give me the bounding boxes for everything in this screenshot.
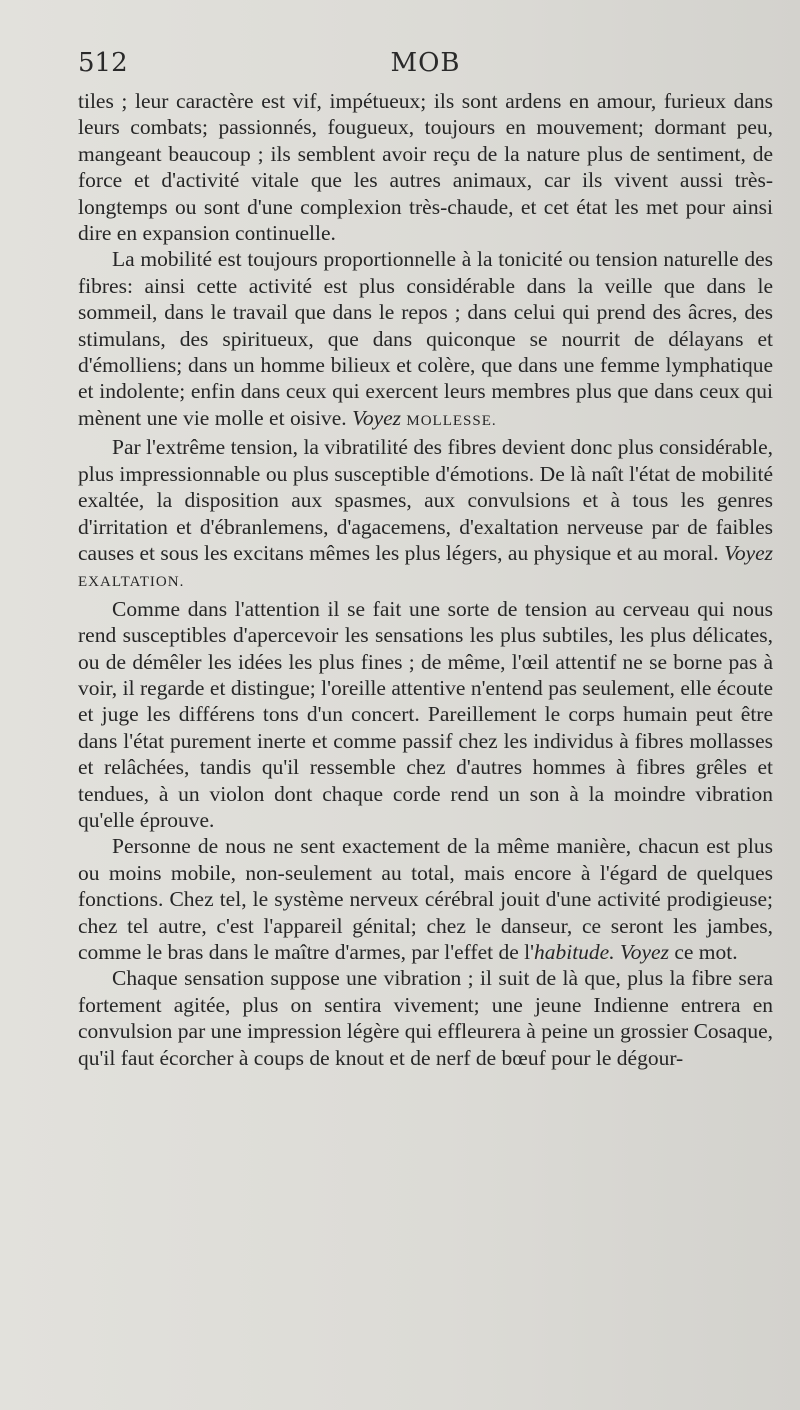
paragraph-4-text: Comme dans l'attention il se fait une sorte de tension au cerveau qui nous rend susceptibles d'apercevoir les sensations les plus subtiles, les plus délicates, ou de démêler les idées les plus fines ; de même, l'œil attentif ne se borne pas à voir, il regarde et distingue; l'oreille attentive n'entend pas seulement, elle écoute et juge les différens tons d'un concert. Pareillement le corps humain peut être dans l'état purement inerte et comme passif chez les individus à fibres mollasses et relâchées, tandis qu'il ressemble chez d'autres hommes à fibres grêles et tendues, à un violon dont chaque corde rend un son à la moindre vibration qu'elle éprouve. — [78, 596, 773, 832]
body-text — [78, 88, 773, 1071]
cross-reference-target: MOLLESSE. — [406, 412, 497, 429]
running-head: MOB — [390, 48, 461, 78]
paragraph-3-text: Par l'extrême tension, la vibratilité des fibres devient donc plus considérable, plus impressionnable ou plus susceptible d'émotions. De là naît l'état de mobilité exaltée, la disposition aux spasmes, aux convulsions et à tous les genres d'irritation et d'ébranlemens, d'agacemens, d'exaltation nerveuse par de faibles causes et sous les excitans mêmes les plus légers, au physique et au moral. — [78, 435, 773, 565]
cross-reference-target: EXALTATION. — [78, 574, 185, 591]
italic-term: habitude. — [533, 940, 615, 964]
cross-reference-voyez: Voyez — [724, 540, 774, 565]
paragraph-2-text: La mobilité est toujours proportionnelle à la tonicité ou tension naturelle des fibres: ainsi cette activité est plus considérable dans la veille que dans le sommeil, dans le travail que dans le repos ; dans celui qui prend des âcres, des stimulans, des spiritueux, que dans quiconque se nourrit de délayans et d'émolliens; dans un homme bilieux et colère, que dans une femme lymphatique et indolente; enfin dans ceux qui exercent leurs membres plus que dans ceux qui mènent une vie molle et oisive. — [78, 247, 773, 430]
paragraph-1-text: tiles ; leur caractère est vif, impétueux; ils sont ardens en amour, furieux dans leurs combats; passionnés, fougueux, toujours en mouvement; dormant peu, mangeant beaucoup ; ils semblent avoir reçu de la nature plus de sentiment, de force et d'activité vitale que les autres animaux, car ils vivent aussi très-longtemps ou sont d'une complexion très-chaude, et cet état les met pour ainsi dire en expansion continuelle. — [78, 89, 773, 246]
paragraph-6 — [78, 965, 773, 1071]
page-header — [78, 48, 773, 88]
cross-reference-voyez: Voyez — [619, 940, 669, 964]
paragraph-5 — [78, 833, 773, 965]
paragraph-5-text: Personne de nous ne sent exactement de la même manière, chacun est plus ou moins mobile, non-seulement au total, mais encore à l'égard de quelques fonctions. Chez tel, le système nerveux cérébral jouit d'une activité prodigieuse; chez tel autre, c'est l'appareil génital; chez le danseur, ce seront les jambes, comme le bras dans le maître d'armes, par l'effet de l' — [78, 834, 773, 964]
paragraph-5-tail: ce mot. — [674, 940, 738, 964]
paragraph-4 — [78, 596, 773, 834]
paragraph-6-text: Chaque sensation suppose une vibration ; il suit de là que, plus la fibre sera fortement agitée, plus on sentira vivement; une jeune Indienne entrera en convulsion par une impression légère qui effleurera à peine un grossier Cosaque, qu'il faut écorcher à coups de knout et de nerf de bœuf pour le dégour- — [78, 966, 773, 1070]
paragraph-3 — [78, 434, 773, 595]
page-number: 512 — [78, 48, 128, 78]
cross-reference-voyez: Voyez — [352, 405, 402, 430]
paragraph-2 — [78, 246, 773, 434]
paragraph-1 — [78, 88, 773, 246]
